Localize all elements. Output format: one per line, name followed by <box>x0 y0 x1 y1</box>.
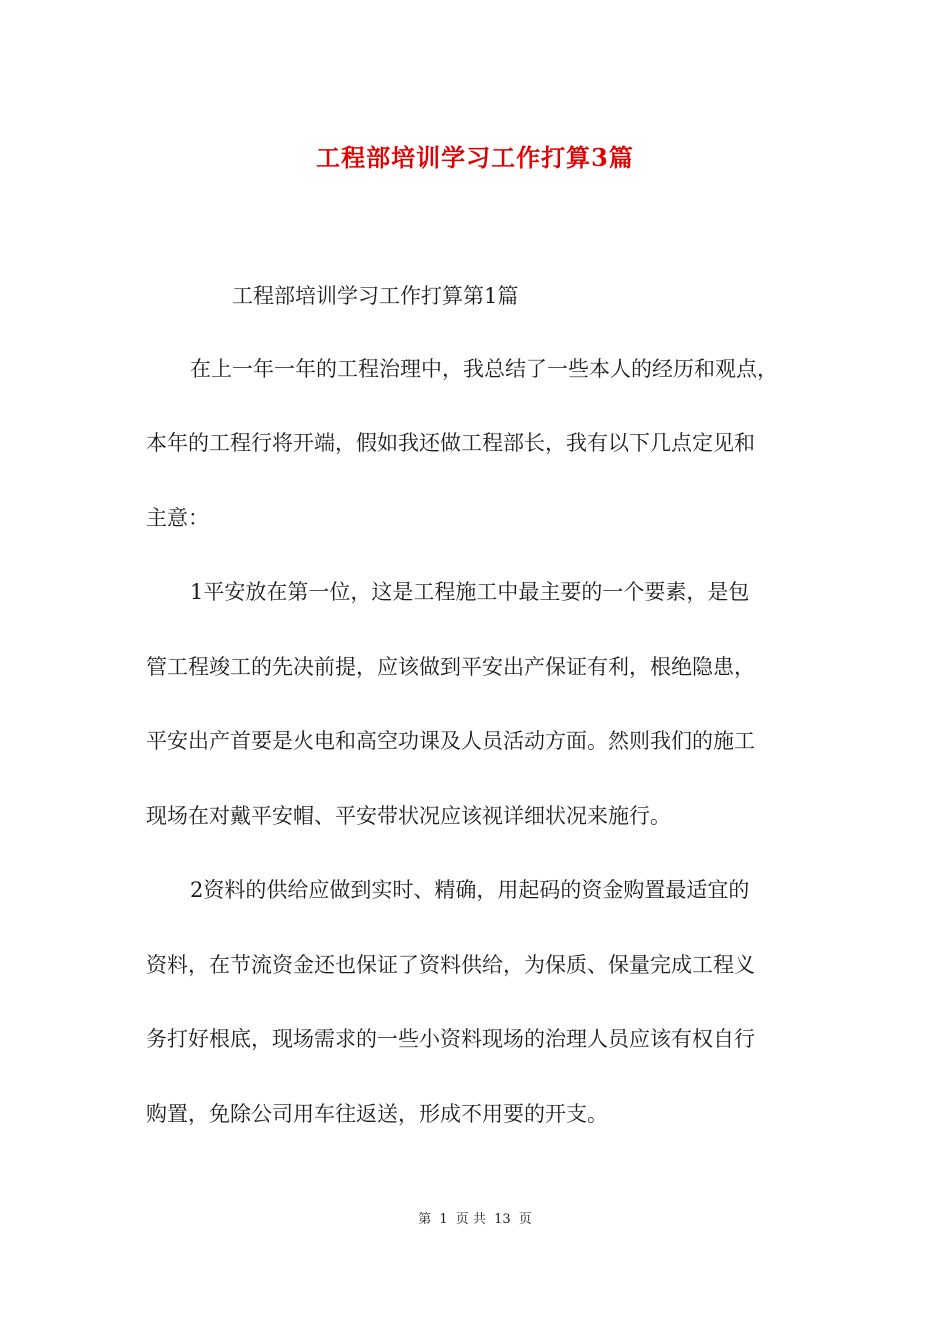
paragraph-line: 主意： <box>146 506 209 530</box>
paragraph-line: 2资料的供给应做到实时、精确，用起码的资金购置最适宜的 <box>190 878 750 902</box>
footer-prefix: 第 <box>418 1212 432 1227</box>
paragraph-line: 务打好根底，现场需求的一些小资料现场的治理人员应该有权自行 <box>146 1027 755 1051</box>
section-heading: 工程部培训学习工作打算第1篇 <box>232 284 519 308</box>
paragraph-line: 在上一年一年的工程治理中，我总结了一些本人的经历和观点， <box>190 357 778 381</box>
paragraph-line: 1平安放在第一位，这是工程施工中最主要的一个要素，是包 <box>190 580 750 604</box>
paragraph-line: 现场在对戴平安帽、平安带状况应该视详细状况来施行。 <box>146 804 671 828</box>
paragraph-line: 管工程竣工的先决前提，应该做到平安出产保证有利，根绝隐患， <box>146 655 755 679</box>
page-footer <box>0 1208 950 1227</box>
current-page-number: 1 <box>439 1212 448 1227</box>
paragraph-line: 购置，免除公司用车往返送，形成不用要的开支。 <box>146 1102 608 1126</box>
paragraph-line: 本年的工程行将开端，假如我还做工程部长，我有以下几点定见和 <box>146 431 755 455</box>
document-title: 工程部培训学习工作打算3篇 <box>316 143 634 172</box>
paragraph-line: 平安出产首要是火电和高空功课及人员活动方面。然则我们的施工 <box>146 729 755 753</box>
footer-mid: 页 共 <box>455 1212 486 1227</box>
paragraph-line: 资料，在节流资金还也保证了资料供给，为保质、保量完成工程义 <box>146 953 755 977</box>
total-pages-number: 13 <box>494 1212 511 1227</box>
footer-suffix: 页 <box>518 1212 532 1227</box>
